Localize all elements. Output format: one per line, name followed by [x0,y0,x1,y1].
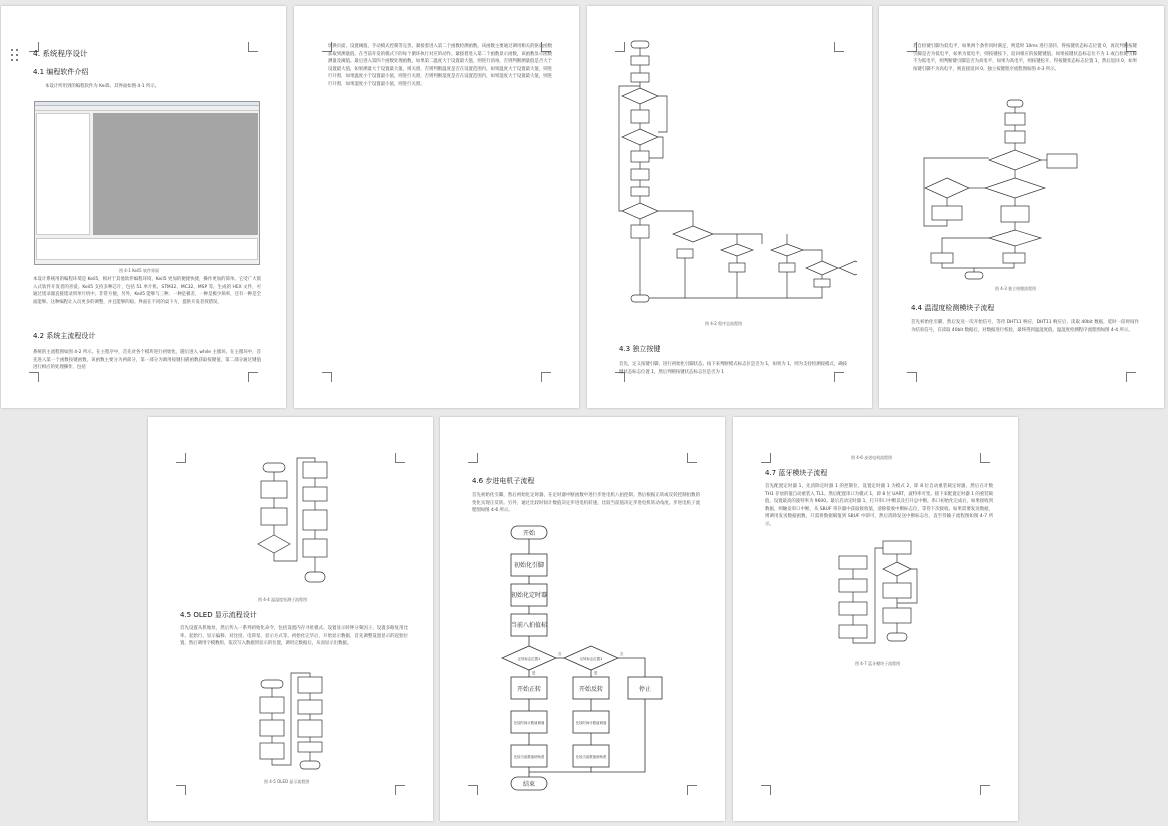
page-corner-mark [541,372,551,382]
flow-label-no: 否 [620,652,624,656]
document-page-5 [148,417,433,821]
dht11-flowchart [253,457,343,597]
bluetooth-flowchart [833,539,923,649]
page-corner-mark [322,372,332,382]
paragraph-key-logic: 若自检键引脚为低电平，如果两个条件同时满足，则延时 10ms 进行消抖，得按键状态标志位置 0，再次判断按键引脚是否为低电平，如果为低电平，则按键按下，返回相应的按键键值。如果按键状态标志位不为 1 或自检键引脚不为低电平，则判断键引脚是否为高电平，如果为高电平，则按键松开，得按键状态标志位置 1，然后返回 0，如果按键引脚不为高电平，则直接返回 0。独立按键程序流程图如图 4-3 所示。 [913,44,1137,72]
page-corner-mark [468,785,478,795]
flow-node-reverse: 开始反转 [578,686,604,693]
heading-4-2: 4.2 系统主流程设计 [33,332,96,340]
figure-caption-4-4: 图 4-4 温湿度检测子流程图 [258,597,308,602]
page-corner-mark [248,372,258,382]
page-corner-mark [687,453,697,463]
paragraph-independent-key: 首先，定义按键引脚，进行初始化引脚状态。按下来判断模式标志位是否为 1，如果为 1，则为支持检测按模式，确按键状态标志位置 1，然后判断按键状态标志位是否为 1 [619,362,847,375]
flow-node-start: 开始 [522,530,536,537]
drag-handle-icon[interactable] [11,49,19,63]
flow-node-stop: 停止 [638,686,652,693]
flow-label-yes: 是 [594,671,598,675]
heading-4-4: 4.4 温湿度检测模块子流程 [911,304,995,312]
keil5-screenshot-image [34,101,260,265]
figure-caption-4-6: 图 4-6 步进电机流程图 [851,455,893,460]
paragraph-bluetooth: 首先配置定时器 1，先清除定时器 1 的控制位，设置定时器 1 为模式 2，即 8 位自动重装载定时器，然后在计数 TH1 存放的值自动重装入 TL1。然后配置串口为模式 1，即 8 位 UART，波特率可变。接下来配置定时器 1 的重装载值，设置最高的波特率为 9600。最后启动定时器 1，打开串口中断以及打开总中断。串口初始化完成后，如果接收到数据，则触发串口中断，从 SBUF 寄存器中获取接收值，清除接收中断标志位，等待下次接收。如果需要发送数据，则调用发送数据函数，只需将数据赋值到 SBUF 中即可，然后清除发送中断标志位，直至待输子流程图如图 4-7 所示。 [765,484,993,527]
page-corner-mark [176,785,186,795]
paragraph-stepper: 首先初始化引脚，然后初始化定时器，在定时器中断函数中进行步进电机八拍控制。然后根据正转或反转控制拍数的变化实现正反转。另外，通过比较时间计数值决定步进电机转速，比较当前值决定步进电机转动角度。步进电机子流程图如图 4-6 所示。 [472,493,700,514]
paragraph-oled: 首先设置从机地址，然后传入一系列初始化命令，包括设置内存寻址模式、设置显示时钟分频因子、设置多路复用比率、起始行、显示偏移、对比度、电荷泵、显示方式等。初始化完毕后，开始显示数据，首先调整设置显示的起始位置，然后调用字模数组，依次写入数据到显示的位置，调用完数据后，从而显示出数据。 [180,626,408,647]
document-page-4 [879,6,1164,408]
flow-node-speed-b: 比较时间计数值调速 [575,721,607,725]
main-flowchart [617,36,857,311]
flow-label-no: 否 [558,652,562,656]
page-corner-mark [176,453,186,463]
page-corner-mark [980,453,990,463]
flow-label-yes: 是 [532,671,536,675]
document-page-2 [294,6,579,408]
flow-node-end: 结束 [522,781,536,788]
flow-node-eight-beat: 当前八拍值标 [510,622,548,629]
figure-caption-4-1: 图 4-1 Keil5 软件界面 [119,268,159,273]
flow-node-forward-check: 正转标志位置1 [517,657,541,661]
paragraph-keil5: 本设计系统用的编程环境是 Keil5，相对于其他软件编程环境，Keil5 更加的便捷快捷，操作更加的简单。它受广大嵌入式软件开发者的喜爱。Keil5 支持多种芯片，包括 51 单片机、STM32、MC32、MSP 等。生成的 HEX 文件，可通过烧录器直接烧录到单片机中。非常方便。另外，Keil5 能够与三种、一种是极差，一种是极少频率，还有一种是全面能够。这种编程让入员更多的调整，并且能够的稳。界面在不同的桌下方，提供开发者找错误。 [33,277,261,305]
flow-node-forward: 开始正转 [516,686,542,693]
paragraph-dht11: 首先初始化引脚，然后发送一次开始信号，等待 DHT11 响应，DHT11 响应后，读取 40bit 数据，延时一段时间作为结束信号，在读取 40bit 数据后，对数据进行校验，最终得到温湿度值。温湿度检测程序流程图如图 4-4 所示。 [911,320,1139,333]
page-corner-mark [761,785,771,795]
paragraph-main-flow: 系统的主流程图如图 4-2 所示。在主程序中，首先对各个模块进行初始化，随后进入 while 主循环。在主循环中，首先进入第一个函数按键函数，该函数主要分为两部分，第一部分为调用按键扫描函数获取按键值，第二部分通过键值进行相应的处理操作，包括 [33,350,261,371]
heading-4-3: 4.3 独立按键 [619,345,661,353]
stepper-flowchart [500,521,680,793]
heading-4-1: 4.1 编程软件介绍 [33,68,89,76]
heading-4-5: 4.5 OLED 显示流程设计 [180,611,257,619]
figure-caption-4-3: 图 4-3 独立按键流程图 [995,286,1037,291]
flow-node-reverse-check: 反转标志位置1 [579,657,603,661]
flow-node-init-pin: 初始化引脚 [513,562,545,569]
key-flowchart [919,98,1119,283]
page-corner-mark [468,453,478,463]
figure-caption-4-7: 图 4-7 蓝牙模块子流程图 [855,661,901,666]
flow-node-init-timer: 初始化定时器 [510,592,548,599]
heading-chapter-4: 4. 系统程序设计 [33,49,88,58]
page-corner-mark [29,372,39,382]
figure-caption-4-5: 图 4-5 OLED 显示流程图 [264,779,310,784]
page-corner-mark [248,42,258,52]
oled-flowchart [256,672,336,772]
heading-4-7: 4.7 蓝牙模块子流程 [765,469,828,477]
figure-caption-4-2: 图 4-2 程序总流程图 [705,321,743,326]
page-corner-mark [395,453,405,463]
page-corner-mark [687,785,697,795]
page-corner-mark [907,372,917,382]
paragraph-intro: 本设计所用到的编程软件为 Keil5，其界面如图 4-1 所示。 [45,84,160,89]
paragraph-main-flow-cont: 切换页面，设置阈值，手动模式控制等完善。紧接着进入第二个函数检测函数，该函数主要通过调用相关的驱动函数获取到测量值。在当前开发的模式下的每个循环执行对应的动作。紧接着进入第二个函数显示函数，该函数显示函数测量及阈值。最后进入第四个函数处理函数，如果第二温度大于设置最大值，则进行消毒，否则判断测量值是否大于设置最大值，如果测量大于设置最大值，则关窗，否则判断温度是否在设置范围内，如果温度大于设置最大值，则进行开窗，如果温度小于设置最小值，则进行关窗，否则判断湿度是否在设置范围内，如果湿度大于设置最大值，则进行开窗，如果湿度小于设置最小值，则进行关窗。 [328,44,552,87]
document-page-1 [1,6,286,408]
document-page-6 [440,417,725,821]
page-corner-mark [980,785,990,795]
heading-4-6: 4.6 步进电机子流程 [472,477,535,485]
document-page-7 [733,417,1018,821]
flow-node-angle-b: 比较当前数值调角度 [575,755,607,759]
flow-node-angle-a: 比较当前数值调角度 [513,755,545,759]
document-page-3 [587,6,872,408]
page-corner-mark [1126,372,1136,382]
page-corner-mark [761,453,771,463]
flow-node-speed-a: 比较时间计数值调速 [513,721,545,725]
page-corner-mark [395,785,405,795]
